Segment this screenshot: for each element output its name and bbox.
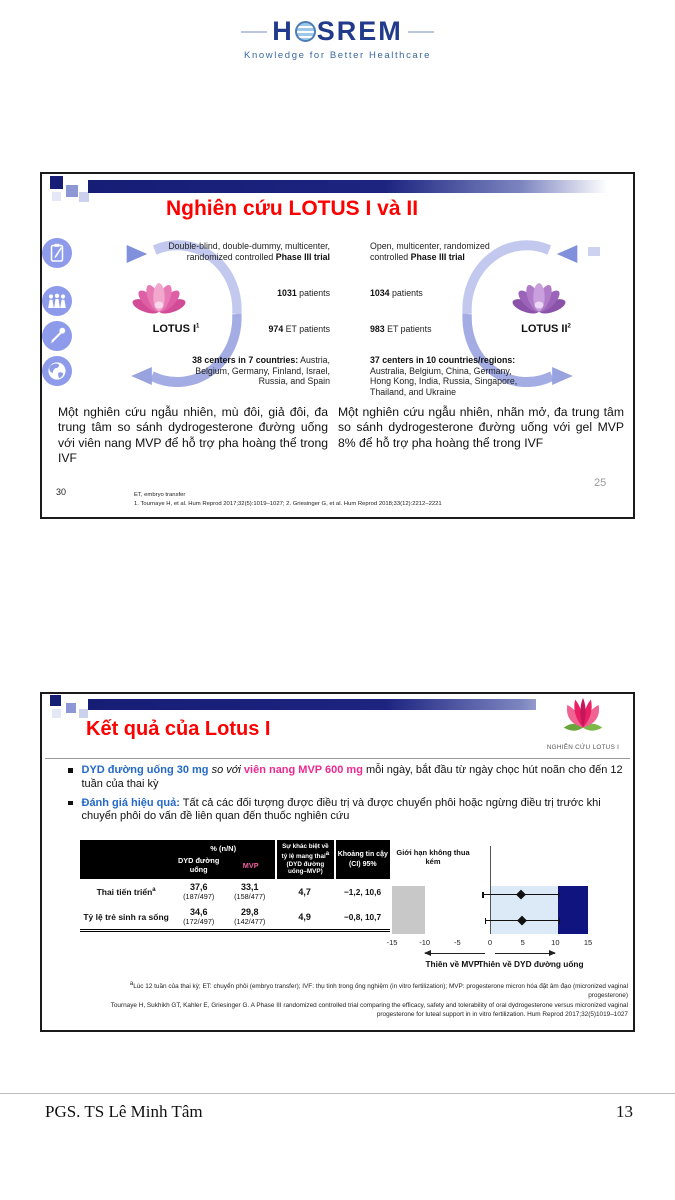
axis-tick: 5 xyxy=(520,938,525,947)
brand-letters-srem: SREM xyxy=(316,16,403,46)
slide-number: 30 xyxy=(56,487,67,497)
lotus2-centers-text: 37 centers in 10 countries/regions: Australia, Belgium, China, Germany, Hong Kong, India, Russia, Singapore, Thailand, and Ukraine xyxy=(370,355,518,398)
lotus1-design-text: Double-blind, double-dummy, multicenter, randomized controlled Phase III trial xyxy=(168,241,330,262)
slide-lotus-overview xyxy=(40,172,635,519)
lotus1-patients-text: 1031 patients xyxy=(277,288,330,298)
globe-icon xyxy=(42,356,72,386)
lotus1-centers-text: 38 centers in 7 countries: Austria, Belgium, Germany, Finland, Israel, Russia, and Spain xyxy=(192,355,330,387)
favor-dyd-label: Thiên về DYD đường uống xyxy=(478,959,584,969)
lotus2-summary: Một nghiên cứu ngẫu nhiên, nhãn mở, đa trung tâm so sánh dydrogesterone đường uống với gel MVP 8% để hỗ trợ pha hoàng thể trong IVF xyxy=(338,405,624,450)
slide1-footnote: ET, embryo transfer 1. Tournaye H, et al. Hum Reprod 2017;32(5):1019–1027; 2. Griesinger G, et al. Hum Reprod 2018;33(12):2212–2221 xyxy=(134,492,442,507)
favor-mvp-arrow xyxy=(425,953,486,954)
header-ci: Khoảng tin cậy (CI) 95% xyxy=(334,840,390,879)
lotus-logo-icon xyxy=(556,697,610,739)
brand-letter-h: H xyxy=(272,16,294,46)
region-noninferiority-margin xyxy=(392,886,425,934)
dropper-icon xyxy=(42,321,72,351)
table-row: Tỷ lệ trẻ sinh ra sống 34,6 (172/497) 29,8 (142/477) 4,9 −0,8, 10,7 xyxy=(83,906,382,926)
lotus-logo-caption: NGHIÊN CỨU LOTUS I xyxy=(546,744,620,751)
forest-plot-area xyxy=(386,840,593,976)
page-footer xyxy=(45,1102,633,1122)
favor-dyd-arrow xyxy=(495,953,556,954)
lotus1-summary: Một nghiên cứu ngẫu nhiên, mù đôi, giả đôi, đa trung tâm so sánh dydrogesterone đường uống với viên nang MVP để hỗ trợ pha hoàng thể trong IVF xyxy=(58,405,328,465)
table-row: Thai tiến triển$^a$ 37,6 (187/497) 33,1 (158/477) 4,7 −1,2, 10,6 xyxy=(96,882,382,901)
slide1-title: Nghiên cứu LOTUS I và II xyxy=(165,197,419,220)
bullet-marker-icon xyxy=(68,801,73,806)
hosrem-wordmark xyxy=(236,16,439,47)
header-mvp: MVP xyxy=(242,860,259,870)
header-dyd: DYD đường uống xyxy=(178,856,220,874)
deco-square xyxy=(66,185,78,197)
header-divider xyxy=(45,758,630,759)
bullet-dosing: DYD đường uống 30 mg so với viên nang MVP 600 mg mỗi ngày, bắt đầu từ ngày chọc hút noãn cho đến 12 tuần của thai kỳ xyxy=(62,764,624,792)
slide2-footnote: $^a$Lúc 12 tuần của thai kỳ; ET: chuyển phôi (embryo transfer); IVF: thụ tinh trong ống nghiệm (in vitro fertilization); MVP: progesterone micron hóa đặt âm đạo (micronized vaginal progesterone) Tournaye H, Sukhikh GT, Kahler E, Griesinger G. A Phase III randomized controlled trial comparing the efficacy, safety and tolerability of oral dydrogesterone versus micronized vaginal progesterone for luteal support in in vitro fertilization. Hum Reprod 2017;32(5)1019–1027 xyxy=(110,981,628,1019)
lotus2-label: LOTUS $II^2$ xyxy=(521,323,571,335)
lotus2-et-patients-text: 983 ET patients xyxy=(370,324,432,334)
table-header xyxy=(80,840,390,879)
header-gradient-bar xyxy=(88,180,629,193)
lotus1-label: LOTUS $I^1$ xyxy=(152,323,200,335)
axis-tick: 0 xyxy=(487,938,493,947)
bullet-marker-icon xyxy=(68,768,73,773)
brand-tagline: Knowledge for Better Healthcare xyxy=(244,50,431,61)
bullet-list xyxy=(62,764,624,829)
header-difference: Sự khác biệt về tỷ lệ mang thai$^a$ (DYD đường uống–MVP) xyxy=(275,840,333,879)
deco-square xyxy=(50,695,61,706)
lotus2-design-text: Open, multicenter, randomized controlled Phase III trial xyxy=(370,241,490,262)
author-name: PGS. TS Lê Minh Tâm xyxy=(45,1102,203,1121)
slide-lotus1-results xyxy=(40,692,635,1032)
globe-o-icon xyxy=(295,21,316,42)
axis-tick: 10 xyxy=(551,938,560,947)
axis-tick: -5 xyxy=(453,938,461,947)
favor-mvp-label: Thiên về MVP xyxy=(425,959,480,969)
hosrem-logo xyxy=(0,16,675,61)
axis-tick: -15 xyxy=(386,938,398,947)
noninferiority-label: Giới hạn không thua kém xyxy=(396,848,470,867)
lotus2-patients-text: 1034 patients xyxy=(370,288,423,298)
bullet-efficacy: Đánh giá hiệu quả: Tất cả các đối tượng được điều trị và được chuyển phôi hoặc ngừng điều trị trước khi chuyển phôi do vấn đề liên quan đến thuốc nghiên cứu xyxy=(62,797,624,825)
slide2-title: Kết quả của Lotus I xyxy=(86,718,271,740)
nghien-cuu-lotus-logo xyxy=(536,696,630,756)
slide-number-secondary: 25 xyxy=(594,477,607,489)
deco-square xyxy=(50,176,63,189)
forest-plot xyxy=(386,840,636,976)
deco-square xyxy=(79,709,88,718)
deco-square xyxy=(66,703,76,713)
clipboard-icon xyxy=(42,238,72,268)
region-favor-dyd-dark xyxy=(558,886,588,934)
axis-tick: -10 xyxy=(419,938,431,947)
footer-divider xyxy=(0,1093,675,1094)
header-group-pct: % (n/N) DYD đường uống MVP xyxy=(171,840,275,879)
deco-square xyxy=(52,709,61,718)
axis-tick: 15 xyxy=(583,938,593,947)
patients-icon xyxy=(42,286,72,316)
results-table xyxy=(80,840,390,932)
header-empty-cell xyxy=(80,840,171,879)
page-number: 13 xyxy=(616,1102,633,1121)
lotus1-et-patients-text: 974 ET patients xyxy=(268,324,330,334)
